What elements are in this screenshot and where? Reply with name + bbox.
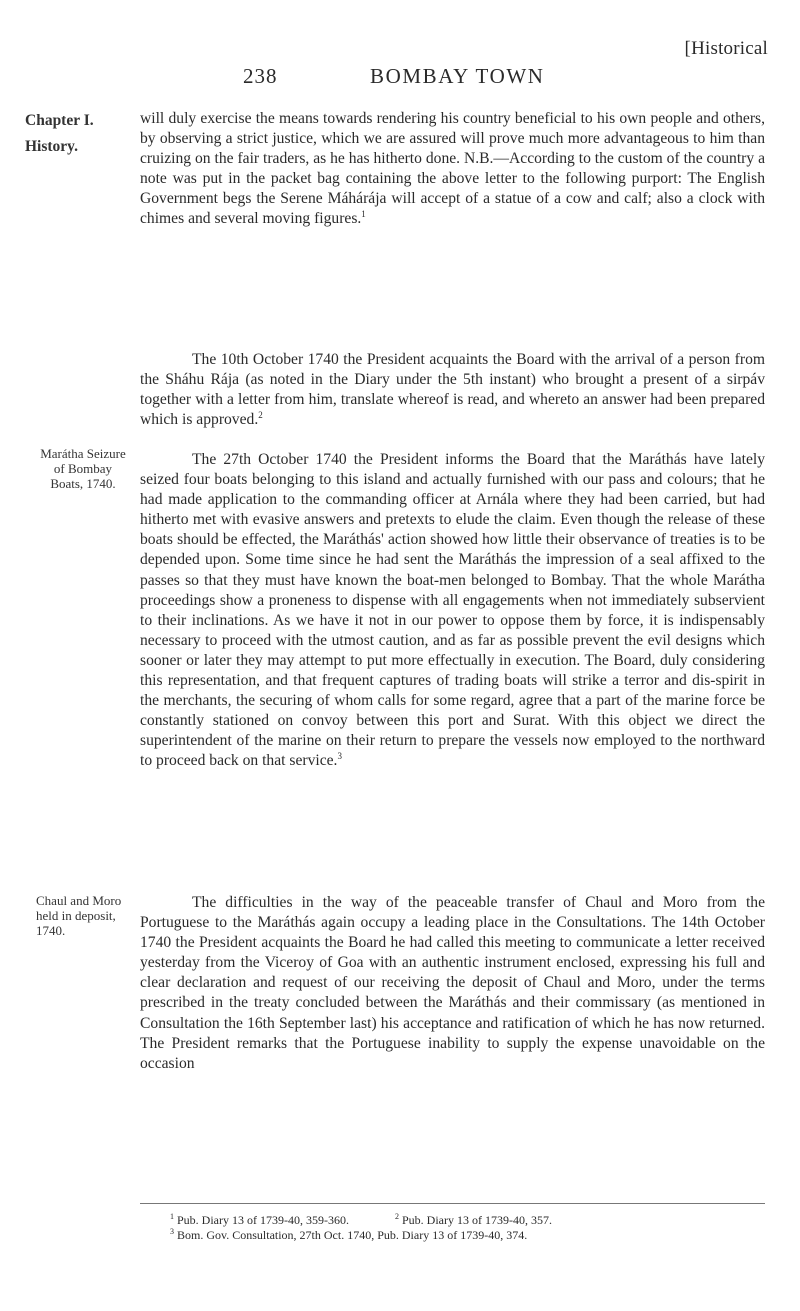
- footnote-1-mark: 1: [170, 1212, 174, 1221]
- footnote-2-mark: 2: [394, 1212, 399, 1221]
- footnote-mark-3: 3: [337, 751, 342, 762]
- footnote-row-2: [170, 1228, 770, 1243]
- footnote-row-1: [170, 1213, 770, 1228]
- paragraph-3: [140, 450, 765, 772]
- footnote-2: Pub. Diary 13 of 1739-40, 357.: [401, 1213, 552, 1227]
- footnote-3-mark: 3: [170, 1227, 174, 1236]
- history-label: History.: [25, 138, 78, 155]
- paragraph-2: [140, 350, 765, 430]
- paragraph-4-text: The difficulties in the way of the peaceable transfer of Chaul and Moro from the Portuguese to the Maráthás again occupy a leading place in the Consultations. The 14th October 1740 the President acquaints the Board he had called this meeting to communicate a letter received yesterday from the Viceroy of Goa with an authentic instrument enclosed, expressing his full and clear declaration and request of our receiving the deposit of Chaul and Moro, under the terms prescribed in the treaty concluded between the Maráthás and their commissary (as mentioned in Consultation the 16th September last) his acceptance and ratification of which he has now returned. The President remarks that the Portuguese inability to supply the expense unavoidable on the occasion: [140, 894, 765, 1072]
- paragraph-4: [140, 893, 765, 1074]
- running-title: BOMBAY TOWN: [370, 64, 545, 88]
- margin-note-chapter: [25, 108, 125, 160]
- margin-note-chaul-moro: Chaul and Moro held in deposit, 1740.: [36, 893, 122, 938]
- paragraph-1-text: will duly exercise the means towards rendering his country beneficial to his own people and others, by observing a strict justice, which we are assured will prove much more advantageous to him than cruizing on the fair traders, as he has hitherto done. N.B.—According to the custom of the country a note was put in the packet bag containing the above letter to the following purport: The English Government begs the Serene Máhárája will accept of a statue of a cow and calf; also a clock with chimes and several moving figures.: [140, 110, 765, 228]
- paragraph-3-text: The 27th October 1740 the President informs the Board that the Maráthás have lately seized four boats belonging to this island and actually furnished with our pass and colours; that he had made application to the commanding officer at Arnála where they had been carried, but had hitherto met with evasive answers and pretexts to elude the claim. Even though the release of these boats should be effected, the Maráthás' action showed how little their observance of treaties is to be depended upon. Some time since he had sent the Maráthás the impression of a seal affixed to the passes so that they must have known the boat-men belonged to Bombay. That the whole Marátha proceedings show a proneness to dispense with all engagements when not immediately subservient to their inclinations. As we have it not in our power to oppose them by force, it is indispensably necessary to proceed with the utmost caution, and as far as possible prevent the evil designs which sooner or later they may attempt to put more effectually in execution. The Board, duly considering this representation, and that frequent captures of trading boats will strike a terror and dis-spirit in the merchants, the securing of whom calls for some regard, agree that a part of the marine force be constantly stationed on convoy between this port and Surat. With this object we direct the superintendent of the marine on their return to prepare the vessels now employed to the northward to proceed back on that service.: [140, 451, 765, 770]
- paragraph-1: [140, 109, 765, 230]
- chapter-label: Chapter I.: [25, 112, 94, 129]
- footnote-divider: [140, 1203, 765, 1204]
- page-number: 238: [243, 64, 278, 88]
- section-heading: [Historical: [684, 38, 768, 59]
- paragraph-2-text: The 10th October 1740 the President acquaints the Board with the arrival of a person from the Sháhu Rája (as noted in the Diary under the 5th instant) who brought a present of a sirpáv together with a letter from him, translate whereof is read, and whereto an answer had been prepared which is approved.: [140, 351, 765, 429]
- margin-note-maratha-seizure: Marátha Seizure of Bombay Boats, 1740.: [40, 446, 126, 491]
- footnote-1: Pub. Diary 13 of 1739-40, 359-360.: [177, 1213, 349, 1227]
- footnotes: [170, 1213, 770, 1243]
- footnote-mark-1: 1: [361, 209, 366, 220]
- footnote-3: Bom. Gov. Consultation, 27th Oct. 1740, Pub. Diary 13 of 1739-40, 374.: [177, 1228, 528, 1242]
- footnote-mark-2: 2: [258, 410, 263, 421]
